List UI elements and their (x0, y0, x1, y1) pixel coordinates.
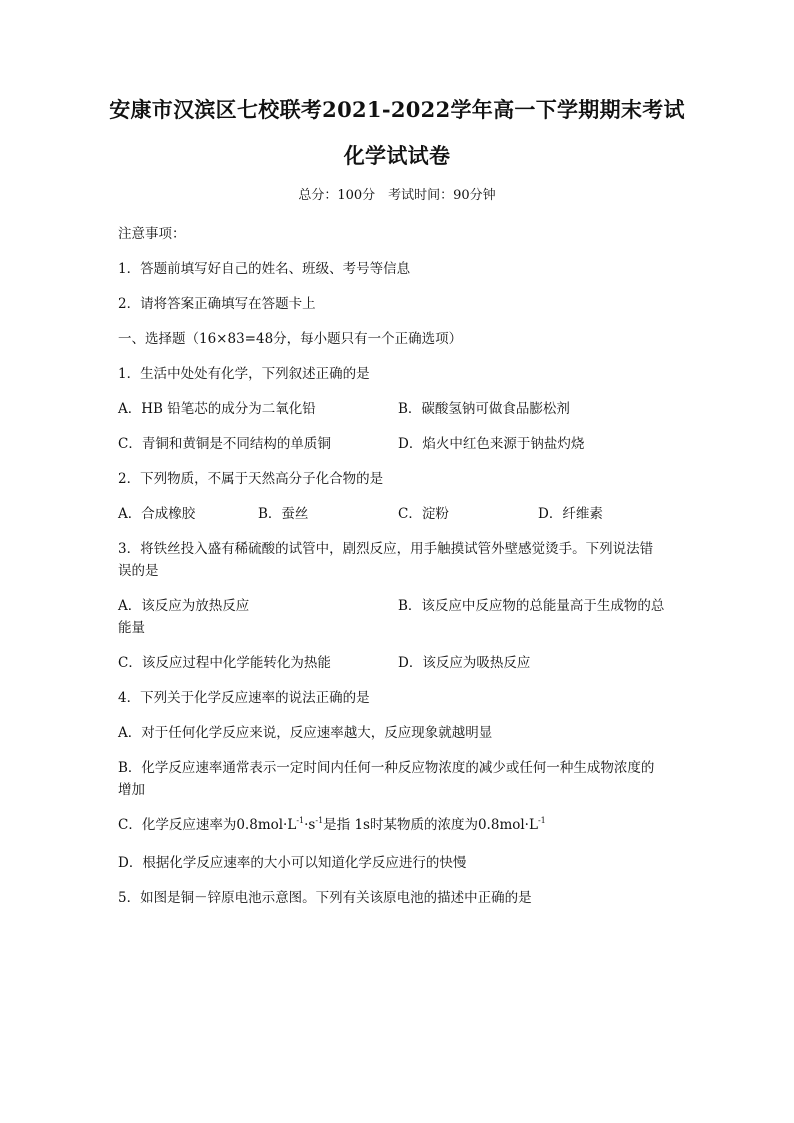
rate-exponent-l: -1 (296, 816, 305, 825)
question-2-option-c: C．淀粉 (398, 506, 449, 522)
question-3-option-c: C．该反应过程中化学能转化为热能 (118, 655, 331, 671)
notice-item-2: 2．请将答案正确填写在答题卡上 (118, 296, 316, 312)
exam-title-line1: 安康市汉滨区七校联考2021-2022学年高一下学期期末考试 (109, 97, 685, 122)
section-heading: 一、选择题（16×83=48分，每小题只有一个正确选项） (118, 331, 463, 347)
question-1-option-c: C．青铜和黄铜是不同结构的单质铜 (118, 436, 331, 452)
question-4-stem: 4．下列关于化学反应速率的说法正确的是 (118, 690, 370, 706)
concentration-exponent: -1 (537, 816, 546, 825)
notice-item-1: 1．答题前填写好自己的姓名、班级、考号等信息 (118, 261, 411, 277)
question-4-option-d: D．根据化学反应速率的大小可以知道化学反应进行的快慢 (118, 855, 467, 871)
option-c-middle: 是指 1s时某物质的浓度为 (323, 817, 478, 833)
question-2-option-a: A．合成橡胶 (118, 506, 196, 522)
question-1-option-b: B．碳酸氢钠可做食品膨松剂 (398, 401, 570, 417)
question-3-option-a: A．该反应为放热反应 (118, 598, 250, 614)
question-3-option-b: B．该反应中反应物的总能量高于生成物的总 (398, 598, 665, 614)
notice-heading: 注意事项： (118, 226, 186, 242)
question-3-option-b-continued: 能量 (118, 620, 145, 636)
rate-exponent-s: -1 (315, 816, 324, 825)
rate-value: 0.8mol·L (236, 817, 297, 833)
question-4-option-b-continued: 增加 (118, 782, 145, 798)
question-1-stem: 1．生活中处处有化学，下列叙述正确的是 (118, 366, 370, 382)
question-1-option-a: A．HB 铅笔芯的成分为二氧化铅 (118, 401, 316, 417)
concentration-value: 0.8mol·L (477, 817, 538, 833)
question-2-option-d: D．纤维素 (538, 506, 603, 522)
question-3-stem-line1: 3．将铁丝投入盛有稀硫酸的试管中，剧烈反应，用手触摸试管外壁感觉烫手。下列说法错 (118, 541, 654, 557)
question-2-option-b: B．蚕丝 (258, 506, 309, 522)
question-1-option-d: D．焰火中红色来源于钠盐灼烧 (398, 436, 585, 452)
question-3-stem-line2: 误的是 (118, 563, 159, 579)
question-4-option-b: B．化学反应速率通常表示一定时间内任何一种反应物浓度的减少或任何一种生成物浓度的 (118, 760, 655, 776)
question-2-stem: 2．下列物质，不属于天然高分子化合物的是 (118, 471, 384, 487)
exam-meta: 总分：100分 考试时间：90分钟 (298, 188, 496, 203)
question-5-stem: 5．如图是铜－锌原电池示意图。下列有关该原电池的描述中正确的是 (118, 890, 532, 906)
question-3-option-d: D．该反应为吸热反应 (398, 655, 531, 671)
exam-title-line2: 化学试试卷 (343, 143, 451, 168)
question-4-option-a: A．对于任何化学反应来说，反应速率越大，反应现象就越明显 (118, 725, 493, 741)
rate-unit-s: ·s (304, 817, 316, 833)
option-c-prefix: C．化学反应速率为 (118, 817, 237, 833)
question-4-option-c (118, 814, 678, 836)
